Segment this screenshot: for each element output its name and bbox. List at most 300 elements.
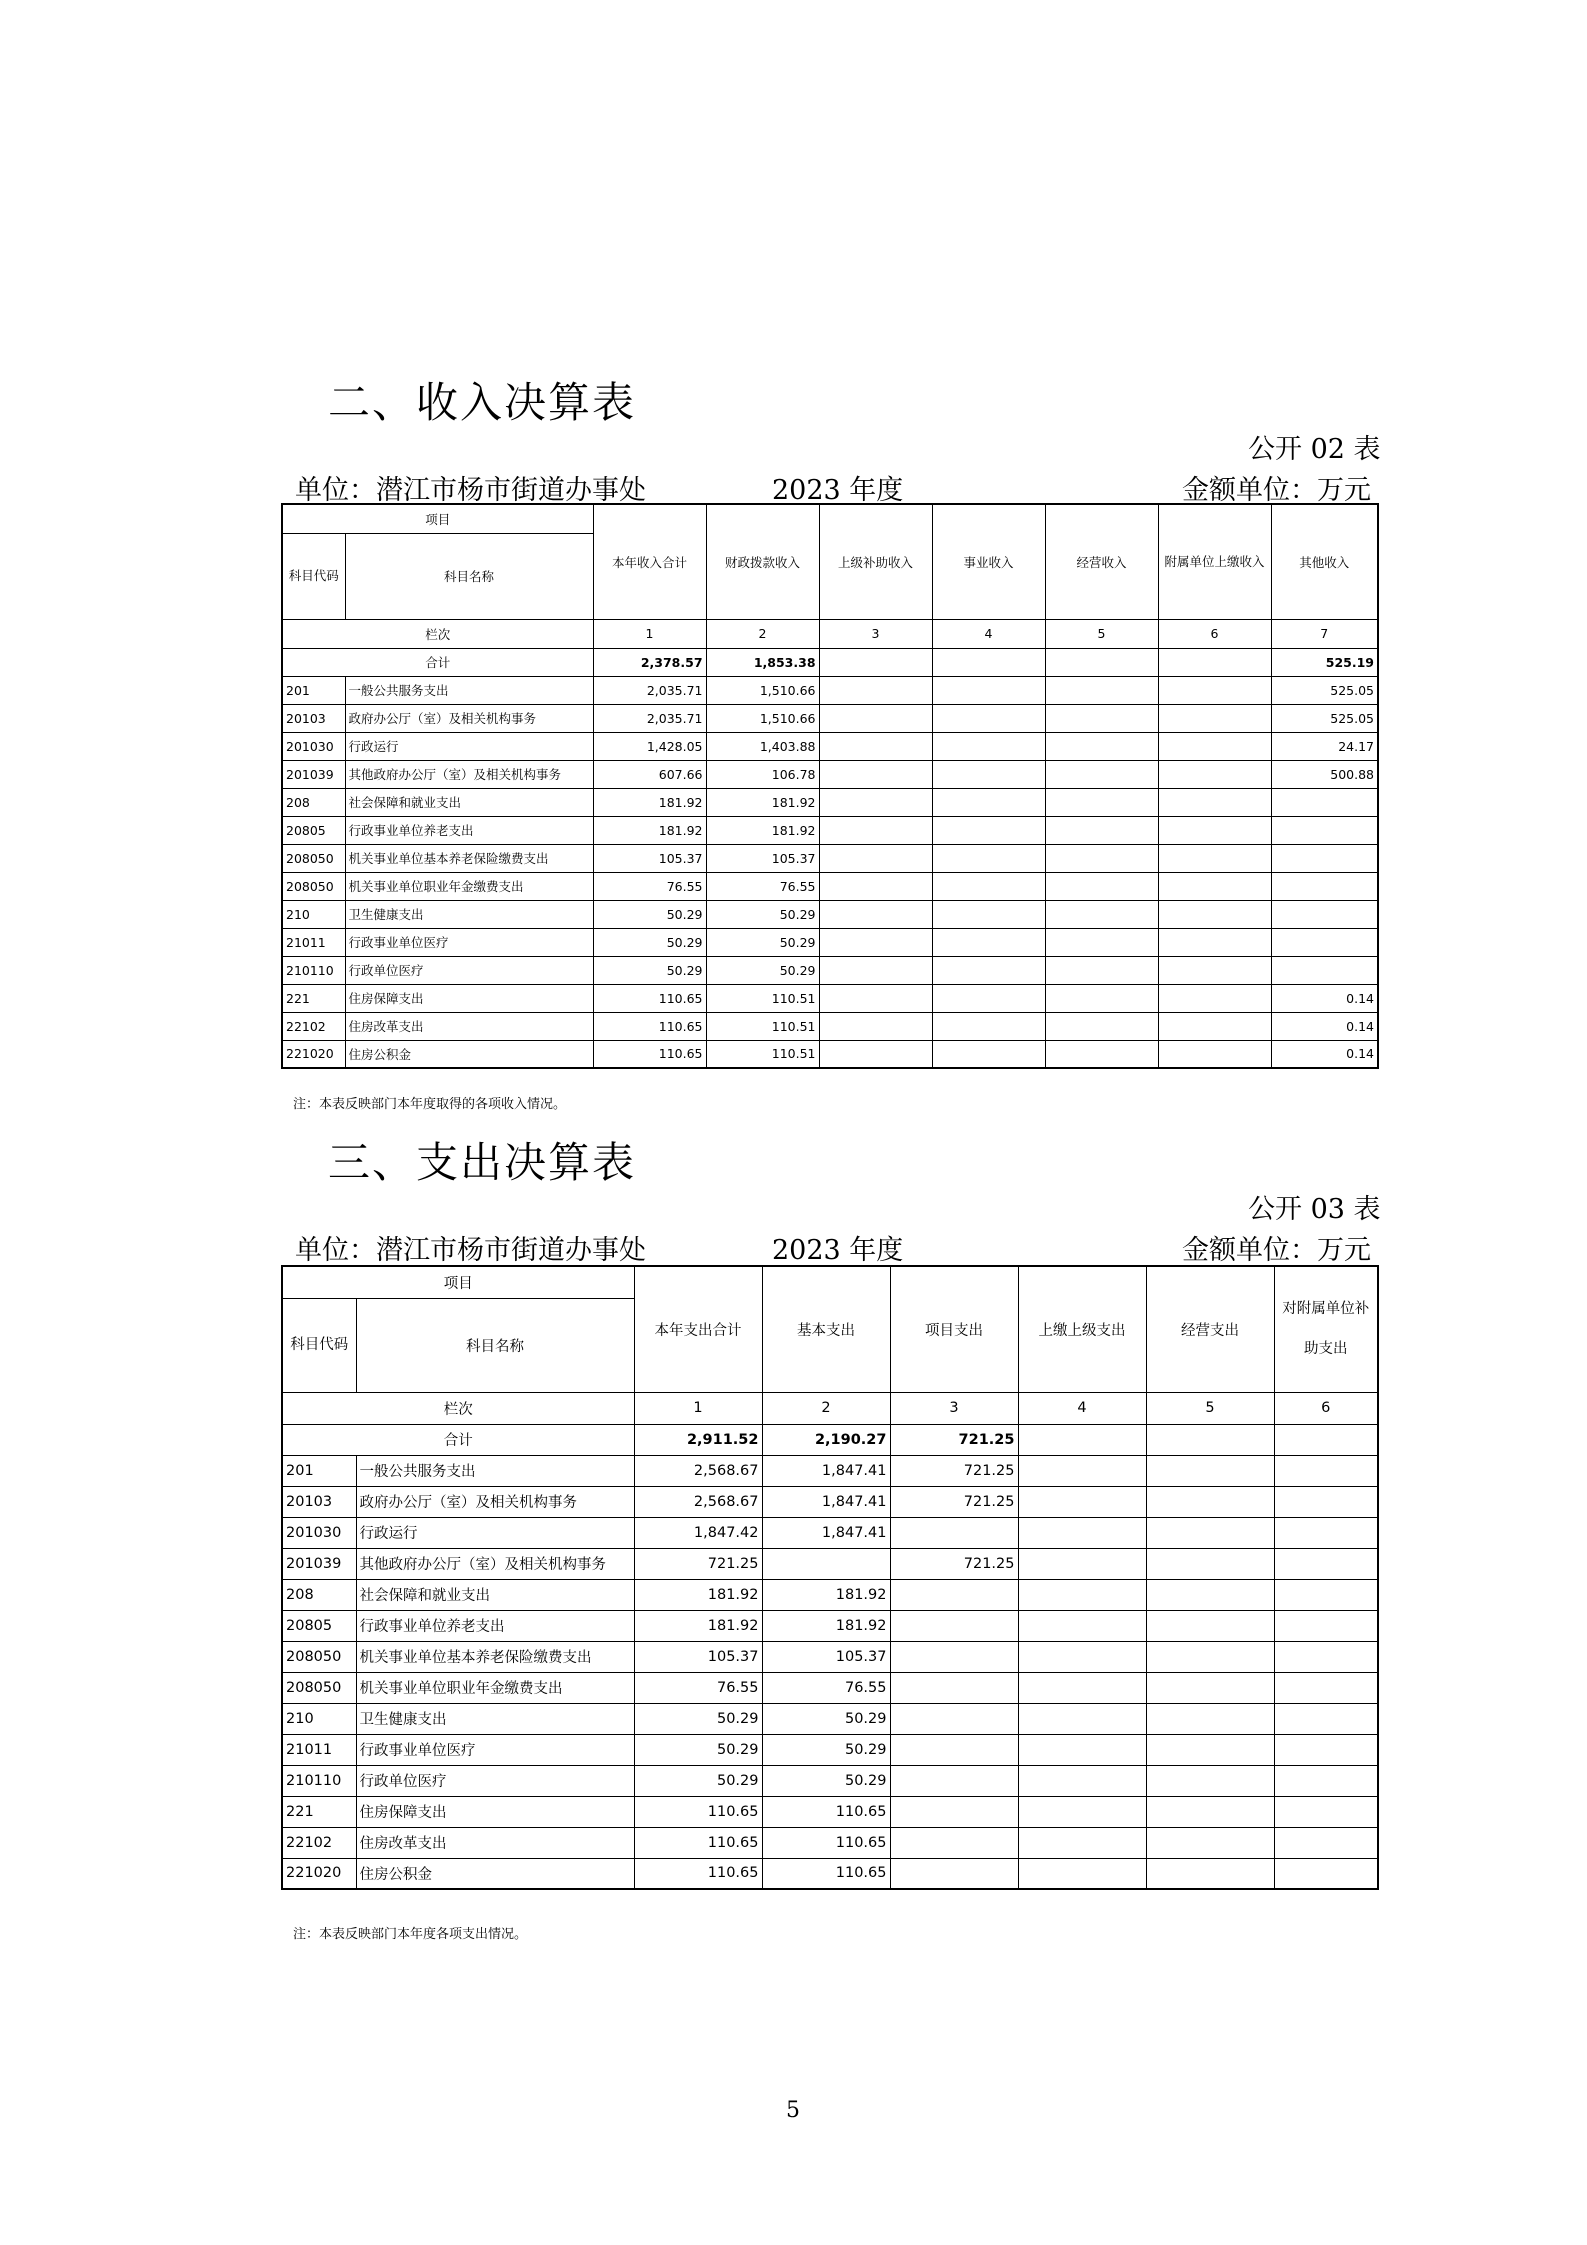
expense-row-value — [890, 1796, 1018, 1827]
income-row-name: 社会保障和就业支出 — [345, 788, 593, 816]
income-row-value — [932, 704, 1045, 732]
income-row-value — [1158, 676, 1271, 704]
income-total-label: 合计 — [282, 648, 593, 676]
expense-row-value — [890, 1858, 1018, 1889]
expense-row-value — [1146, 1765, 1274, 1796]
expense-row-value — [890, 1734, 1018, 1765]
income-total-value: 525.19 — [1271, 648, 1378, 676]
expense-row-value — [890, 1703, 1018, 1734]
income-row-name: 机关事业单位基本养老保险缴费支出 — [345, 844, 593, 872]
expense-table-row — [282, 1641, 1378, 1672]
expense-row-value — [1146, 1734, 1274, 1765]
expense-row-value — [1146, 1703, 1274, 1734]
income-row-code: 201 — [282, 676, 345, 704]
expense-row-code: 201039 — [282, 1548, 356, 1579]
income-row-value: 76.55 — [706, 872, 819, 900]
income-col-number: 2 — [706, 619, 819, 648]
income-row-value: 110.51 — [706, 1040, 819, 1068]
income-row-value: 105.37 — [593, 844, 706, 872]
income-row-value — [1158, 928, 1271, 956]
expense-row-name: 其他政府办公厅（室）及相关机构事务 — [356, 1548, 634, 1579]
expense-table-row — [282, 1579, 1378, 1610]
income-row-name: 其他政府办公厅（室）及相关机构事务 — [345, 760, 593, 788]
income-note: 注：本表反映部门本年度取得的各项收入情况。 — [293, 1097, 567, 1112]
income-header-col-7: 其他收入 — [1271, 504, 1378, 619]
expense-row-value: 50.29 — [634, 1703, 762, 1734]
expense-row-value — [1146, 1672, 1274, 1703]
income-col-number: 3 — [819, 619, 932, 648]
expense-row-value — [1146, 1858, 1274, 1889]
income-row-value — [932, 1012, 1045, 1040]
expense-row-value — [1018, 1455, 1146, 1486]
income-row-value — [819, 816, 932, 844]
income-row-value: 50.29 — [593, 956, 706, 984]
income-row-value — [819, 872, 932, 900]
expense-row-value — [1274, 1827, 1378, 1858]
expense-row-value — [1274, 1796, 1378, 1827]
income-row-value — [819, 844, 932, 872]
expense-row-value: 110.65 — [634, 1827, 762, 1858]
expense-note: 注：本表反映部门本年度各项支出情况。 — [293, 1927, 528, 1942]
income-row-value — [1271, 788, 1378, 816]
income-row-code: 210 — [282, 900, 345, 928]
income-col-number: 5 — [1045, 619, 1158, 648]
expense-total-value — [1018, 1424, 1146, 1455]
income-col-number: 6 — [1158, 619, 1271, 648]
expense-total-value — [1146, 1424, 1274, 1455]
expense-row-value — [1274, 1579, 1378, 1610]
expense-row-value: 181.92 — [762, 1579, 890, 1610]
income-row-value: 607.66 — [593, 760, 706, 788]
expense-form-number: 公开 03 表 — [1248, 1194, 1381, 1225]
expense-table-row — [282, 1548, 1378, 1579]
expense-header-name: 科目名称 — [356, 1298, 634, 1392]
income-table-row — [282, 872, 1378, 900]
income-row-value — [932, 1040, 1045, 1068]
expense-col-number: 2 — [762, 1392, 890, 1424]
expense-lanci-label: 栏次 — [282, 1392, 634, 1424]
expense-table-row — [282, 1486, 1378, 1517]
income-row-value — [819, 900, 932, 928]
income-header-col-4: 事业收入 — [932, 504, 1045, 619]
income-row-value: 50.29 — [706, 956, 819, 984]
expense-amount-unit: 金额单位：万元 — [1182, 1235, 1371, 1266]
income-row-value — [932, 844, 1045, 872]
income-row-value: 110.51 — [706, 1012, 819, 1040]
income-row-value: 76.55 — [593, 872, 706, 900]
expense-row-value — [1018, 1517, 1146, 1548]
expense-row-name: 行政单位医疗 — [356, 1765, 634, 1796]
income-row-value — [1158, 1012, 1271, 1040]
income-row-value: 2,035.71 — [593, 676, 706, 704]
expense-row-value — [1018, 1548, 1146, 1579]
expense-table-row — [282, 1765, 1378, 1796]
expense-row-code: 21011 — [282, 1734, 356, 1765]
expense-section-title: 三、支出决算表 — [328, 1138, 637, 1187]
income-row-value: 106.78 — [706, 760, 819, 788]
expense-row-name: 行政事业单位医疗 — [356, 1734, 634, 1765]
income-total-value: 2,378.57 — [593, 648, 706, 676]
income-row-value — [1045, 760, 1158, 788]
expense-row-value — [1146, 1486, 1274, 1517]
expense-table-row — [282, 1517, 1378, 1548]
income-header-col-2: 财政拨款收入 — [706, 504, 819, 619]
expense-row-value: 50.29 — [762, 1734, 890, 1765]
expense-row-value — [1274, 1703, 1378, 1734]
expense-row-value — [762, 1548, 890, 1579]
expense-row-value: 76.55 — [762, 1672, 890, 1703]
expense-col-number: 4 — [1018, 1392, 1146, 1424]
expense-row-value: 110.65 — [762, 1858, 890, 1889]
income-row-value — [1271, 928, 1378, 956]
expense-row-name: 住房保障支出 — [356, 1796, 634, 1827]
income-table-row — [282, 956, 1378, 984]
income-row-value — [1158, 1040, 1271, 1068]
income-row-value — [1158, 816, 1271, 844]
expense-row-value — [890, 1641, 1018, 1672]
expense-table — [281, 1265, 1379, 1890]
expense-row-value — [1146, 1548, 1274, 1579]
income-table-row — [282, 704, 1378, 732]
expense-row-value: 721.25 — [890, 1548, 1018, 1579]
income-row-value — [819, 984, 932, 1012]
income-lanci-label: 栏次 — [282, 619, 593, 648]
income-row-value — [932, 984, 1045, 1012]
income-row-value — [819, 676, 932, 704]
income-row-code: 21011 — [282, 928, 345, 956]
expense-row-value — [1146, 1610, 1274, 1641]
expense-row-value: 50.29 — [634, 1765, 762, 1796]
expense-row-value: 721.25 — [890, 1455, 1018, 1486]
expense-row-value — [1274, 1858, 1378, 1889]
income-row-value — [1158, 900, 1271, 928]
page-number: 5 — [786, 2098, 800, 2123]
expense-row-value — [1146, 1517, 1274, 1548]
expense-header-col-2: 基本支出 — [762, 1266, 890, 1392]
expense-col-number: 3 — [890, 1392, 1018, 1424]
income-table-row — [282, 760, 1378, 788]
expense-row-value: 2,568.67 — [634, 1455, 762, 1486]
expense-row-value: 181.92 — [634, 1579, 762, 1610]
income-row-value: 110.65 — [593, 1040, 706, 1068]
expense-row-value — [1018, 1796, 1146, 1827]
expense-table-row — [282, 1610, 1378, 1641]
income-row-value: 24.17 — [1271, 732, 1378, 760]
income-row-value — [1045, 704, 1158, 732]
income-row-name: 行政事业单位医疗 — [345, 928, 593, 956]
income-year: 2023 年度 — [772, 475, 904, 506]
income-row-value — [819, 732, 932, 760]
income-header-col-5: 经营收入 — [1045, 504, 1158, 619]
income-row-value — [1045, 928, 1158, 956]
expense-row-name: 卫生健康支出 — [356, 1703, 634, 1734]
expense-row-value — [1018, 1827, 1146, 1858]
expense-row-value: 110.65 — [634, 1858, 762, 1889]
income-row-value: 1,403.88 — [706, 732, 819, 760]
expense-col-number: 6 — [1274, 1392, 1378, 1424]
income-row-value — [1045, 956, 1158, 984]
expense-row-name: 住房公积金 — [356, 1858, 634, 1889]
income-row-value: 50.29 — [706, 928, 819, 956]
expense-row-value: 110.65 — [634, 1796, 762, 1827]
expense-table-row — [282, 1734, 1378, 1765]
expense-row-name: 政府办公厅（室）及相关机构事务 — [356, 1486, 634, 1517]
income-row-value — [1271, 844, 1378, 872]
expense-row-value: 105.37 — [634, 1641, 762, 1672]
income-row-code: 201039 — [282, 760, 345, 788]
income-row-code: 208050 — [282, 844, 345, 872]
income-table-row — [282, 844, 1378, 872]
income-row-value: 181.92 — [593, 816, 706, 844]
expense-table-row — [282, 1703, 1378, 1734]
income-row-code: 221020 — [282, 1040, 345, 1068]
expense-row-value — [1146, 1796, 1274, 1827]
income-row-name: 政府办公厅（室）及相关机构事务 — [345, 704, 593, 732]
income-total-value: 1,853.38 — [706, 648, 819, 676]
income-unit: 单位：潜江市杨市街道办事处 — [295, 475, 646, 506]
income-total-value — [819, 648, 932, 676]
income-table-row — [282, 1040, 1378, 1068]
expense-row-name: 机关事业单位基本养老保险缴费支出 — [356, 1641, 634, 1672]
income-row-value — [819, 760, 932, 788]
expense-row-value — [1146, 1455, 1274, 1486]
expense-row-value: 721.25 — [634, 1548, 762, 1579]
income-row-value — [1158, 732, 1271, 760]
expense-row-value: 1,847.41 — [762, 1517, 890, 1548]
income-total-value — [1158, 648, 1271, 676]
income-row-value — [1158, 704, 1271, 732]
income-row-value — [1045, 984, 1158, 1012]
income-header-project: 项目 — [282, 504, 593, 533]
expense-row-value: 50.29 — [762, 1765, 890, 1796]
income-amount-unit: 金额单位：万元 — [1182, 475, 1371, 506]
expense-row-value: 721.25 — [890, 1486, 1018, 1517]
income-row-name: 住房公积金 — [345, 1040, 593, 1068]
income-row-value — [1045, 1012, 1158, 1040]
expense-row-value — [1274, 1486, 1378, 1517]
income-row-value: 0.14 — [1271, 1012, 1378, 1040]
income-row-value — [1271, 956, 1378, 984]
expense-total-value: 721.25 — [890, 1424, 1018, 1455]
income-row-name: 一般公共服务支出 — [345, 676, 593, 704]
income-row-code: 208050 — [282, 872, 345, 900]
income-table-row — [282, 676, 1378, 704]
income-row-code: 20103 — [282, 704, 345, 732]
expense-row-code: 201 — [282, 1455, 356, 1486]
expense-row-value: 181.92 — [634, 1610, 762, 1641]
expense-unit: 单位：潜江市杨市街道办事处 — [295, 1235, 646, 1266]
expense-row-value — [1274, 1672, 1378, 1703]
income-row-value — [932, 816, 1045, 844]
expense-table-row — [282, 1827, 1378, 1858]
expense-row-name: 行政运行 — [356, 1517, 634, 1548]
income-row-value — [819, 956, 932, 984]
income-row-value: 1,510.66 — [706, 676, 819, 704]
income-row-value: 500.88 — [1271, 760, 1378, 788]
expense-table-row — [282, 1858, 1378, 1889]
expense-row-value — [890, 1610, 1018, 1641]
expense-row-name: 一般公共服务支出 — [356, 1455, 634, 1486]
expense-header-col-6: 对附属单位补助支出 — [1274, 1266, 1378, 1392]
income-row-value — [819, 1040, 932, 1068]
income-row-value — [932, 900, 1045, 928]
expense-row-value — [890, 1672, 1018, 1703]
income-row-value — [932, 956, 1045, 984]
expense-row-value — [1018, 1486, 1146, 1517]
expense-row-value: 2,568.67 — [634, 1486, 762, 1517]
expense-total-label: 合计 — [282, 1424, 634, 1455]
expense-year: 2023 年度 — [772, 1235, 904, 1266]
income-header-code: 科目代码 — [282, 533, 345, 619]
expense-table-row — [282, 1672, 1378, 1703]
expense-row-code: 210 — [282, 1703, 356, 1734]
expense-row-value — [1018, 1858, 1146, 1889]
expense-table-row — [282, 1796, 1378, 1827]
income-row-value — [1045, 844, 1158, 872]
expense-header-col-5: 经营支出 — [1146, 1266, 1274, 1392]
expense-header-col-4: 上缴上级支出 — [1018, 1266, 1146, 1392]
income-row-value: 525.05 — [1271, 676, 1378, 704]
income-row-value: 1,510.66 — [706, 704, 819, 732]
income-total-value — [1045, 648, 1158, 676]
income-row-value: 181.92 — [706, 816, 819, 844]
income-row-code: 210110 — [282, 956, 345, 984]
income-col-number: 4 — [932, 619, 1045, 648]
expense-total-value — [1274, 1424, 1378, 1455]
expense-total-value: 2,190.27 — [762, 1424, 890, 1455]
income-row-value — [1158, 844, 1271, 872]
expense-row-value — [890, 1765, 1018, 1796]
expense-row-value: 110.65 — [762, 1796, 890, 1827]
income-row-name: 机关事业单位职业年金缴费支出 — [345, 872, 593, 900]
income-row-value: 110.51 — [706, 984, 819, 1012]
income-row-value — [932, 732, 1045, 760]
income-row-name: 住房保障支出 — [345, 984, 593, 1012]
income-row-value: 0.14 — [1271, 1040, 1378, 1068]
expense-row-name: 住房改革支出 — [356, 1827, 634, 1858]
expense-total-value: 2,911.52 — [634, 1424, 762, 1455]
expense-row-value: 50.29 — [762, 1703, 890, 1734]
expense-row-value — [1018, 1734, 1146, 1765]
expense-row-value — [1274, 1455, 1378, 1486]
income-row-value — [1045, 872, 1158, 900]
income-row-value: 1,428.05 — [593, 732, 706, 760]
expense-row-code: 20805 — [282, 1610, 356, 1641]
expense-row-value — [1274, 1517, 1378, 1548]
income-row-value — [819, 788, 932, 816]
income-table-row — [282, 816, 1378, 844]
income-col-number: 1 — [593, 619, 706, 648]
income-col-number: 7 — [1271, 619, 1378, 648]
expense-row-code: 221 — [282, 1796, 356, 1827]
income-header-col-6: 附属单位上缴收入 — [1158, 504, 1271, 619]
income-table-row — [282, 1012, 1378, 1040]
income-table-row — [282, 732, 1378, 760]
income-section-title: 二、收入决算表 — [328, 378, 637, 427]
expense-header-col-1: 本年支出合计 — [634, 1266, 762, 1392]
income-row-name: 住房改革支出 — [345, 1012, 593, 1040]
income-row-value — [1271, 900, 1378, 928]
income-row-value — [1045, 900, 1158, 928]
income-row-value — [1045, 816, 1158, 844]
expense-row-value — [1274, 1765, 1378, 1796]
expense-row-name: 社会保障和就业支出 — [356, 1579, 634, 1610]
income-row-name: 行政事业单位养老支出 — [345, 816, 593, 844]
expense-row-value — [1018, 1610, 1146, 1641]
expense-row-value: 1,847.41 — [762, 1455, 890, 1486]
expense-row-value — [1018, 1703, 1146, 1734]
income-row-code: 201030 — [282, 732, 345, 760]
expense-table-row — [282, 1455, 1378, 1486]
income-row-name: 行政单位医疗 — [345, 956, 593, 984]
income-row-value — [1045, 732, 1158, 760]
income-table-row — [282, 928, 1378, 956]
expense-row-value — [1146, 1579, 1274, 1610]
income-row-code: 22102 — [282, 1012, 345, 1040]
income-row-value: 105.37 — [706, 844, 819, 872]
expense-row-value: 181.92 — [762, 1610, 890, 1641]
income-row-value — [1158, 788, 1271, 816]
income-row-value: 181.92 — [593, 788, 706, 816]
expense-col-number: 1 — [634, 1392, 762, 1424]
expense-row-code: 208050 — [282, 1672, 356, 1703]
income-row-value — [1045, 1040, 1158, 1068]
income-row-name: 行政运行 — [345, 732, 593, 760]
income-row-name: 卫生健康支出 — [345, 900, 593, 928]
expense-row-value — [1146, 1641, 1274, 1672]
expense-row-value: 110.65 — [762, 1827, 890, 1858]
expense-row-value — [1018, 1672, 1146, 1703]
income-row-value — [1271, 872, 1378, 900]
income-row-value — [1158, 956, 1271, 984]
expense-row-value — [890, 1517, 1018, 1548]
expense-row-value: 1,847.41 — [762, 1486, 890, 1517]
expense-row-value: 50.29 — [634, 1734, 762, 1765]
expense-row-value — [1274, 1610, 1378, 1641]
income-row-value: 525.05 — [1271, 704, 1378, 732]
income-row-value: 0.14 — [1271, 984, 1378, 1012]
income-table-row — [282, 788, 1378, 816]
expense-header-project: 项目 — [282, 1266, 634, 1298]
income-row-value: 110.65 — [593, 984, 706, 1012]
income-row-value — [1158, 760, 1271, 788]
income-table-row — [282, 984, 1378, 1012]
expense-col-number: 5 — [1146, 1392, 1274, 1424]
expense-row-value — [1146, 1827, 1274, 1858]
income-table-row — [282, 900, 1378, 928]
income-row-value — [1045, 676, 1158, 704]
income-row-value — [932, 760, 1045, 788]
expense-row-value — [1018, 1641, 1146, 1672]
expense-row-value: 1,847.42 — [634, 1517, 762, 1548]
expense-row-code: 20103 — [282, 1486, 356, 1517]
income-row-value — [1158, 872, 1271, 900]
income-row-value: 50.29 — [706, 900, 819, 928]
income-row-value — [932, 872, 1045, 900]
expense-row-value — [890, 1579, 1018, 1610]
income-row-value — [932, 676, 1045, 704]
expense-row-name: 行政事业单位养老支出 — [356, 1610, 634, 1641]
expense-header-col-3: 项目支出 — [890, 1266, 1018, 1392]
expense-row-value — [1274, 1548, 1378, 1579]
expense-row-code: 208050 — [282, 1641, 356, 1672]
expense-row-value: 76.55 — [634, 1672, 762, 1703]
expense-row-code: 210110 — [282, 1765, 356, 1796]
income-header-col-3: 上级补助收入 — [819, 504, 932, 619]
expense-row-name: 机关事业单位职业年金缴费支出 — [356, 1672, 634, 1703]
expense-row-value — [1018, 1579, 1146, 1610]
income-row-value — [1158, 984, 1271, 1012]
